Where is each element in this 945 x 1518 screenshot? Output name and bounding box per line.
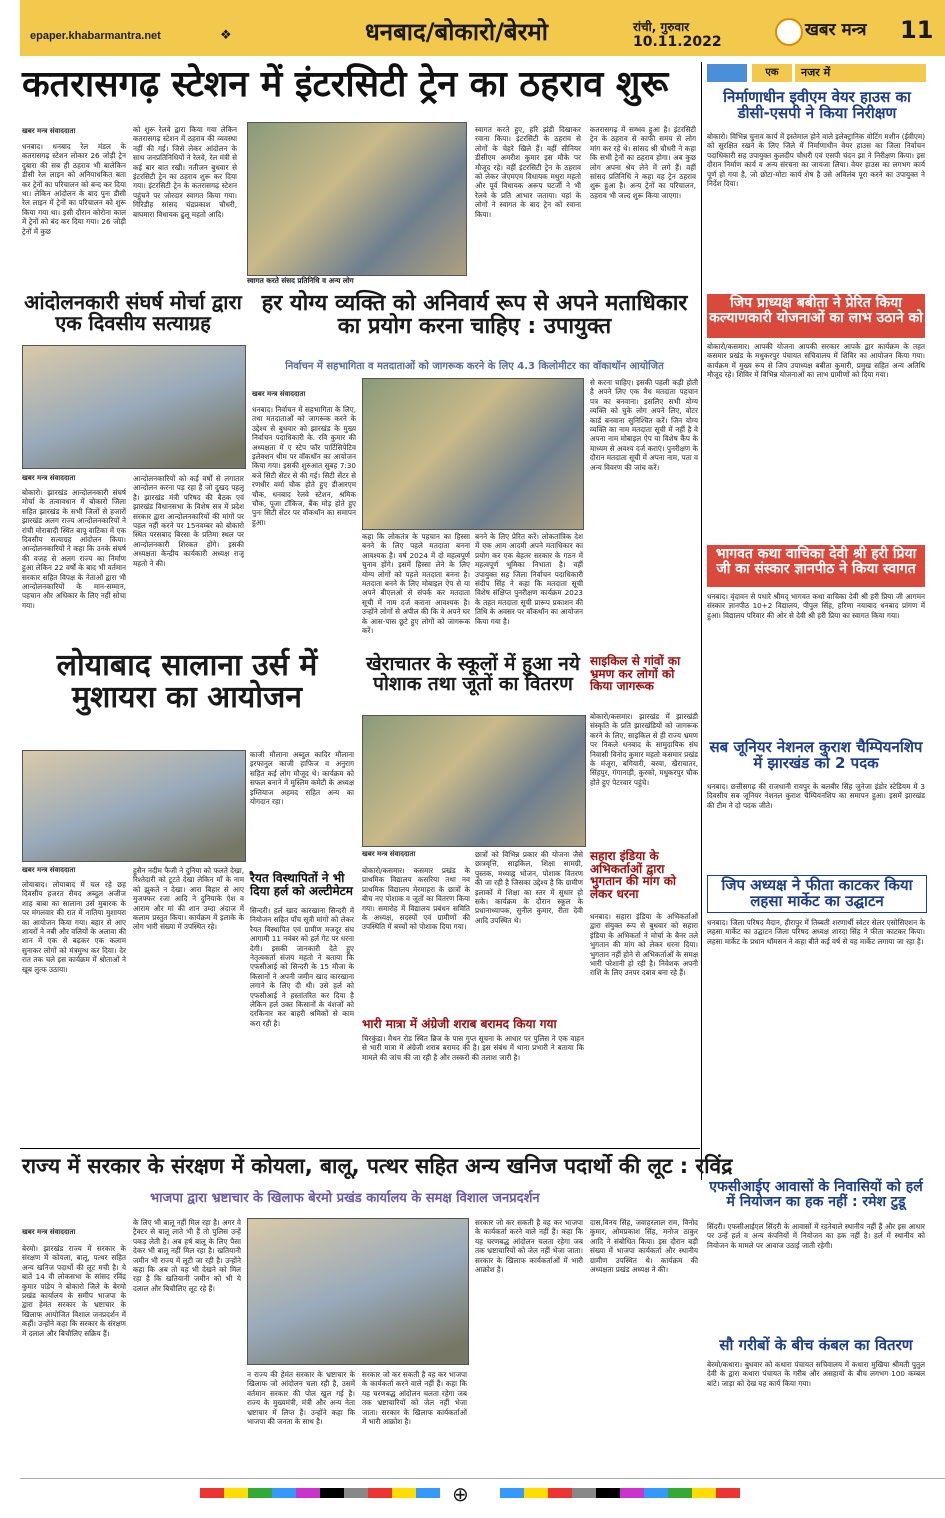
sahara-headline: सहारा इंडिया के अभिकर्ताओं द्वारा भुगतान की मांग को लेकर धरना [590, 849, 677, 901]
satyagrah-text-2: आन्दोलनकारियों को कई वर्षों से लगातार आन्दोलन करना पड़ रहा है जो दुखद पहलू है। झारखंड मंत्री परिषद की बैठक एवं झारखंड विधानसभा के विशेष सत्र में प्रदेश सरकार द्वारा आन्दोलनकारियों की मांगों पर पहल नहीं करने पर 15नवम्बर को बोकारो स्थित परसबाद बिरसा के प्रतिमा स्थल पर आन्दोलनकारी शिरकत होंगे। इसकी अध्यक्षता केन्द्रीय कार्यकारी अध्यक्ष राजू महतो ने की। [133, 474, 244, 568]
sidebar-story-7-headline: सौ गरीबों के बीच कंबल का वितरण [719, 1336, 913, 1354]
bottom-rule [20, 1148, 700, 1149]
sharab-text: चिरकुंडा। मैथन रोड स्थित ब्रिज के पास गुप्त सूचना के आधार पर पुलिस ने एक वाहन से भारी मात्रा में अंग्रेजी शराब बरामद की है। इस संबंध में थाना प्रभारी ने बताया कि मामले की जांच की जा रही है और तस्करों की तलाश जारी है। [362, 1034, 584, 1062]
bottom-col4b: सरकार जो कर सकती है वह कर भाजपा के कार्यकर्ता करने वाले नहीं हैं। कहा कि यह चरणबद्ध आंदोलन चलता रहेगा जब तक भ्रष्टाचारियों को जेल नहीं भेजा जाता। सरकार के खिलाफ कार्यकर्ताओं में भारी आक्रोश है। [475, 1218, 583, 1275]
kherachatar-headline: खेराचातर के स्कूलों में हुआ नये पोशाक तथा जूतों का वितरण [366, 653, 580, 695]
sidebar-story-2-headline: जिप प्राध्यक्ष बबीता ने प्रेरित किया कल्याणकारी योजनाओं का लाभ उठाने को [707, 294, 925, 338]
bottom-headline: राज्य में सरकार के संरक्षण में कोयला, बालू, पत्थर सहित अन्य खनिज पदार्थो की लूट : रविंद्र [22, 1154, 733, 1178]
voter-col1: धनबाद। निर्वाचन में सहभागिता के लिए, तथा मतदाताओं को जागरूक करने के उद्देश्य से बुधवार को झारखंड के मुख्य निर्वाचन पदाधिकारी के. रवि कुमार की अध्यक्षता में ए स्टेप फॉर पार्टिसिपेटिव इलेक्शन थीम पर वॉकथॉन का आयोजन किया गया। इसकी शुरुआत सुबह 7:30 बजे सिटी सेंटर से की गई। सिटी सेंटर से रणधीर वर्मा चौक होते हुए डीआरएम चौक, धनबाद रेलवे स्टेशन, श्रमिक चौक, पूजा टॉकिज, बैंक मोड़ होते हुए पुनः सिटी सेंटर पर वॉकथॉन का समापन हुआ। [252, 405, 356, 527]
cursor-icon: ❖ [220, 28, 232, 43]
registration-mark-right [500, 1488, 740, 1498]
urs-text-3: काजी मौलाना अब्दुल कादिर मौलाना इरफानुल काजी हाफिज व अनुराग सहित कई लोग मौजूद थे। कार्यक्रम को सफल बनाने में मुस्लिम कमेटी के अध्यक्ष इम्तियाज अहमद सहित अन्य का योगदान रहा। [250, 750, 354, 807]
bottom-col1: बेरमो। झारखंड राज्य में सरकार के संरक्षण में कोयला, बालू, पत्थर सहित अन्य खनिज पदार्थो की लूट मची है। ये बातें 14 वी लोकसभा के सांसद रविंद्र कुमार पांडेय ने बोकारो जिले के बेरमो प्रखंड कार्यालय के समीप भाजपा के द्वारा हेमंत सरकार के भ्रष्टाचार के खिलाफ आयोजित विशाल जनप्रदर्शन में कहीं। उन्होंने कहा कि सरकार के संरक्षण में दलाल और बिचौलिए सक्रिय हैं। [22, 1244, 126, 1338]
voter-col2: कहा कि लोकतंत्र के पहचान का हिस्सा बनने के लिए पहले मतदाता बनना आवश्यक है। वर्ष 2024 में दो महत्वपूर्ण चुनाव होंगे। इसमें हिस्सा लेने के लिए योग्य लोगों को पहले मतदाता बनना है। मतदाता बनने के लिए मोबाइल ऐप से या अपने बीएलओ से संपर्क कर मतदाता सूची में नाम दर्ज कराना आवश्यक है। उन्होंने लोगों से अपील की कि वे अपने घर के आस-पास छूटे हुए लोगों को जागरूक करें। [362, 532, 470, 636]
sidebar-story-3-text: धनबाद। वृंदावन से पधारे श्रीमद् भागवत कथा वाचिका देवी श्री हरी प्रिया जी आगमन संस्कार ज्ञानपीठ 10+2 विद्यालय, पीपुल सिंह, हरिणा नयाबाद धनबाद प्रांगण में हुआ। विद्यालय परिवार की ओर से देवी श्री हरी प्रिया का स्वागत किया गया। [707, 592, 925, 620]
sidebar-tag-icon [707, 64, 747, 82]
sidebar-story-2-text: बोकारो/कसमार। आपकी योजना आपकी सरकार आपके द्वार कार्यक्रम के तहत कसमार प्रखंड के मधुकरपुर पंचायत सचिवालय में शिविर का आयोजन किया गया। कार्यक्रम में मुख्य रूप से जिप उपाध्यक्ष बबीता कुमारी, प्रमुख सहित अन्य अतिथि मौजूद रहे। शिविर में विभिन्न योजनाओं का लाभ ग्रामीणों को दिया गया। [707, 342, 925, 380]
voter-col4: से करना चाहिए। इसकी पहली कड़ी होती है अपने लिए एक वैध मतदाता पहचान पत्र का बनवाना। इसलिए सभी योग्य व्यक्ति को चुके लोग अपने लिए, वोटर कार्ड बनवाना सुनिश्चित करें। जिन योग्य व्यक्ति का नाम मतदाता सूची में नहीं है वे अपना नाम मोबाइल ऐप या विशेष कैंप के माध्यम से अवश्य दर्ज कराएं। पुनरीक्षण के दौरान मतदाता सूची में अपना नाम, पता व अन्य विवरण की जांच करें। [590, 378, 698, 472]
site-url[interactable]: epaper.khabarmantra.net [30, 30, 161, 42]
voter-byline: खबर मन्त्र संवाददाता [252, 390, 306, 398]
lead-headline: कतरासगढ़ स्टेशन में इंटरसिटी ट्रेन का ठहराव शुरू [22, 64, 669, 105]
lead-photo-1 [247, 122, 467, 276]
edition-title: धनबाद/बोकारो/बेरमो [365, 18, 548, 46]
bottom-subhead: भाजपा द्वारा भ्रष्टाचार के खिलाफ बेरमो प्रखंड कार्यालय के समक्ष विशाल जनप्रदर्शन [150, 1191, 540, 1206]
urs-text-2: हुसैन नदीम फैजी ने दुनिया को फलते देखा, रिश्तेदारी को टूटते देखा लेकिन माँ के नाम को झुकते न देखा। आरा बिहार से आए मुजफ्फर रजा आदि ने दुनियाके ऐश व आराम और मां की शान उम्दा अंदाज में कलाम प्रस्तुत किया। कार्यक्रम में इलाके के लोग भारी संख्या में उपस्थित रहे। [133, 866, 244, 932]
voter-photo [362, 378, 584, 530]
kherachatar-text-2: छात्रों को विभिन्न प्रकार की योजना जैसे छात्रवृत्ति, साइकिल, शिक्षा सामग्री, पुस्तक, मध्याह्न भोजन, पोशाक वितरण की जा रही है जिसका उद्देश्य है कि ग्रामीण इलाकों में शिक्षा का स्तर में सुधार हो सके। कार्यक्रम के दौरान स्कूल के प्रधानाध्यापक, सुनील कुमार, रीता देवी आदि उपस्थित थे। [475, 850, 583, 925]
sidebar-story-6-headline: एफसीआईए आवासों के निवासियों को हर्ल में नियोजन का हक नहीं : रमेश टुडू [709, 1179, 923, 1210]
ryot-text: सिन्दरी। हर्ल खाद कारखाना सिन्दरी में नियोजन सहित पाँच सूत्री मांगों को लेकर रैयत विस्थापित एवं ग्रामीण मजदूर संघ आगामी 11 नवंबर को हर्ल गेट पर धरना देगी। इसकी जानकारी देते हुए नेतृत्वकर्ता संजय महतो ने बताया कि एफसीआई को सिन्दरी के 15 मौजा के किसानों ने अपनी जमीन खाद कारखाना लगाने के लिए दी थी। उसे हर्ल को एफसीआई ने हस्तांतरित कर दिया है लेकिन हर्ल उक्त किसानों के वंशजों को दरकिनार कर बाहरी श्रमिकों से काम करा रही है। [250, 906, 354, 1028]
voter-headline: हर योग्य व्यक्ति को अनिवार्य रूप से अपने मताधिकार का प्रयोग करना चाहिए : उपायुक्त [261, 291, 688, 340]
kherachatar-byline: खबर मन्त्र संवाददाता [362, 850, 416, 858]
sidebar-story-6-text: सिंदरी। एफसीआईएल सिंदरी के आवासों में रहनेवाले स्थानीय नहीं हैं और इस आधार पर उन्हें हर्ल व अन्य कंपनियों में नियोजन का हक नहीं है। हर्ल में स्थानीय को नियोजन के मामले पर आवाज उठाई जाती रहेगी। [707, 1222, 925, 1250]
cycle-headline: साइकिल से गांवों का भ्रमण कर लोगों को किया जागरूक [590, 654, 681, 694]
urs-photo [22, 750, 246, 862]
sidebar-story-1-text: बोकारो। विभिन्न चुनाव कार्य में इस्तेमाल होने वाले इलेक्ट्रानिक वोटिंग मशीन (ईवीएम) को सुरक्षित रखने के लिए जिले में निर्माणाधीन वेयर हाउस का जिला निर्वाचन पदाधिकारी सह उपायुक्त कुलदीप चौधरी एवं एसपी चंदन झा ने निरीक्षण किया। इस दौरान निर्माण कार्य व अन्य संरचना का जायजा लिया। वेयर हाउस का लगभग कार्य पूर्ण हो गया है, जो छोटा-मोटा कार्य शेष है उसे अविलंब पूरा करने का उपायुक्त ने निर्देश दिया। [707, 132, 925, 189]
cycle-text: बोकारो/कसमार। झारखंड में झारखंडी संस्कृति के प्रति झारखंडियों को जागरूक करने के लिए, साइकिल से ही राज्य भ्रमण पर निकले धनबाद के सामुदायिक संघ निवासी विनोद कुमार महतो कसमार प्रखंड के मंजूरा, बगियारी, बरवा, खैराचातर, सिंहपुर, गंगानाड़ी, कुरको, मधुकरपुर चौक होते हुए पेटरवार पहुंचे। [590, 712, 698, 787]
sidebar-story-5-text: धनबाद। जिला परिषद मैदान, हीरापुर में तिब्बती शरणार्थी स्वेटर सेलर एसोसिएशन के लहसा मार्केट का उद्घाटन जिला परिषद अध्यक्ष शारदा सिंह ने फीता काटकर किया। लहसा मार्केट के प्रधान थॉमसन ने कहा बीते कई वर्ष से यह मार्केट लगाया जा रहा है। [707, 918, 925, 946]
lead-col2: को शुरू रेलवे द्वारा किया गया लेकिन कतरासगढ़ स्टेशन में ठहराव की व्यवस्था नहीं की गई। जिसे लेकर आंदोलन के साथ जनप्रतिनिधियों ने रेलवे, रेल मंत्री से कई बार बात रखी। नतीजन बुधवार से इंटरसिटी ट्रेन का ठहराव शुरू कर दिया गया। इंटरसिटी ट्रेन के कतरासगढ़ स्टेशन पहुंचने पर जोरदार स्वागत किया गया। गिरिडीह सांसद चंद्रप्रकाश चौधरी, बाघमारा विधायक ढुलू महतो आदि। [133, 125, 237, 219]
voter-subhead: निर्वाचन में सहभागिता व मतदाताओं को जागरूक करने के लिए 4.3 किलोमीटर का वॉकाथॉन आयोजित [285, 361, 664, 372]
ryot-headline: रैयत विस्थापितों ने भी दिया हर्ल को अल्टीमेटम [250, 871, 353, 898]
lead-col4: कतरासगढ़ में सम्भव हुआ है। इंटरसिटी ट्रेन के ठहराव से काफी समय से लोग मांग कर रहे थे। सांसद श्री चौधरी ने कहा कि सभी ट्रेनों का ठहराव होगा। अब कुछ लोग अपना श्रेय लेने में लगे हैं। वहीं सांसद प्रतिनिधि ने कहा यह ट्रेन ठहराव शुरू हुआ है। अन्य ट्रेनों का परिचालन, ठहराव भी जल्द शुरू किया जाएगा। [590, 125, 696, 200]
crosshair-icon: ⊕ [452, 1482, 469, 1506]
brand-logo-icon [775, 18, 803, 46]
bottom-photo [247, 1218, 469, 1365]
sidebar-tag-title: नजर में [795, 64, 926, 82]
issue-date: 10.11.2022 [633, 34, 722, 50]
page-number: 11 [900, 16, 934, 44]
sidebar-story-4-headline: सब जूनियर नेशनल कुराश चैम्पियनशिप में झारखंड को 2 पदक [709, 738, 923, 772]
footer-bar [20, 1478, 945, 1518]
sidebar-tag: एक [752, 64, 792, 82]
lead-col3: स्वागत करते हुए, हरि झंडी दिखाकर रवाना किया। इंटरसिटी के ठहराव से लोगों के चेहरे खिले हैं। वहीं सीनियर डीसीएम अमरीश कुमार इस मौके पर मौजूद रहे। वहीं इंटरसिटी ट्रेन के ठहराव को लेकर जेएमएम विधायक मथुरा महतो और पूर्व विधायक अरूप चटर्जी ने भी रेलवे के प्रति आभार जताया। यहां के लोगों ने स्वागत के बाद ट्रेन को रवाना किया। [475, 125, 581, 219]
city-day: रांची, गुरुवार [633, 20, 690, 34]
lead-col1: धनबाद। धनबाद रेल मंडल के कतरासगढ़ स्टेशन लोकार 26 जोड़ी ट्रेन दुबारा की सब ही ठहराव भी बालेकिन डीसी रेल लाइन को अनियाधकित बता कर ट्रेनों का परिचालन को बन्द कर दिया था। लेकिन आंदोलन के बाद पुनः डीसी रेल लाइन में ट्रेनों का परिचालन को शुरू किया गया था। इसी दौरान कोरोना काल में ट्रेनों को बंद कर दिया गया। 26 जोड़ी ट्रेनों में कुछ [22, 142, 126, 236]
registration-mark-left [200, 1488, 440, 1498]
voter-col3: बनने के लिए प्रेरित करें। लोकतांत्रिक देश में एक आम आदमी अपने मताधिकार का प्रयोग कर एक बेहतर सरकार के गठन में महत्वपूर्ण भूमिका निभाता है। वहीं उपायुक्त सह जिला निर्वाचन पदाधिकारी संदीप सिंह ने कहा कि मतदाता सूची विशेष संक्षिप्त पुनरीक्षण कार्यक्रम 2023 के तहत मतदाता सूची प्रारूप प्रकाशन की तिथि के अवसर पर वॉकथॉन का आयोजन किया गया है। [475, 532, 583, 626]
urs-byline: खबर मन्त्र संवाददाता [22, 866, 76, 874]
urs-text: लोयाबाद। लोयाबाद में चल रहे छह दिवसीय हजरत सैयद अब्दुल अजीज शाह बाबा का सालाना उर्स मुबारक के पर मंगलवार की रात में नातिया मुशायरा का आयोजन किया गया। बहार से आए शायरों ने नबी और वलियों के अलावा की शान में एक से बढ़कर एक कलाम सुनाकर लोगों को मंत्रमुग्ध कर दिया। देर रात तक चले इस कार्यक्रम में श्रोताओं ने खूब लुत्फ उठाया। [22, 880, 126, 974]
sidebar-story-4-text: धनबाद। छत्तीसगढ़ की राजधानी रायपुर के बलबीर सिंह जुनेजा इंडोर स्टेडियम में 3 दिवसीय सब जूनियर नेशनल कुराश चैम्पियनशिप का समापन हुआ। इसमें झारखंड की टीम ने दो पदक जीते। [707, 782, 925, 810]
sidebar-story-7-text: बेरमो/कथारा। बुधवार को कथारा पंचायत सचिवालय में कथारा मुखिया श्रीमती पुतुल देवी के द्वारा कथारा पंचायत के गरीब और असहायों के बीच लगभग 100 कम्बल बांटे। जाड़ा को देख यह कार्य किया गया। [707, 1360, 925, 1388]
column-rule [701, 62, 702, 1180]
brand-name: खबर मन्त्र [805, 20, 867, 40]
urs-headline: लोयाबाद सालाना उर्स में मुशायरा का आयोजन [56, 648, 318, 715]
bottom-col5: दास,विनय सिंह, जवाहरलाल राम, विनोद कुमार, ओमप्रकाश सिंह, मनोज ठाकुर आदि ने संबोधित किया। इस दौरान बड़ी संख्या में भाजपा कार्यकर्ता और स्थानीय ग्रामीण उपस्थित थे। कार्यक्रम की अध्यक्षता प्रखंड अध्यक्ष ने की। [590, 1218, 698, 1275]
lead-photo-caption: स्वागत करते संसद प्रतिनिधि व अन्य लोग [247, 276, 354, 285]
bottom-col2: के लिए भी बालू नहीं मिल रहा है। अगर वे ट्रैक्टर से बालू लाते भी हैं तो पुलिस उन्हें पकड़ लेती है। अब हर्ष बालू के लिए पैसा देकर भी बालू नहीं मिल रहा है। खतियानी जमीन भी राज्य में लूटी जा रही है। उन्होंने कहा कि अब तो यह भी देखने को मिल रहा है कि खतियानी जमीन को भी ये दलाल और बिचौलिए लूट रहे हैं। [133, 1218, 241, 1293]
lead-byline: खबर मन्त्र संवाददाता [22, 127, 76, 135]
sidebar-story-1-headline: निर्माणाधीन इवीएम वेयर हाउस का डीसी-एसपी ने किया निरीक्षण [723, 88, 911, 122]
satyagrah-byline: खबर मन्त्र संवाददाता [22, 474, 76, 482]
sidebar-story-3-headline: भागवत कथा वाचिका देवी श्री हरी प्रिया जी का संस्कार ज्ञानपीठ ने किया स्वागत [707, 545, 925, 587]
sidebar-story-5-headline: जिप अध्यक्ष ने फीता काटकर किया लहसा मार्केट का उद्घाटन [707, 875, 927, 913]
kherachatar-photo [362, 715, 586, 847]
kherachatar-text: बोकारो/कसमार। कसमार प्रखंड के प्राथमिक विद्यालय कसरिया तथा नव प्राथमिक विद्यालय मेरमाहरा के छात्रों के बीच नए पोशाक व जूतों का वितरण किया गया। समारोह में विद्यालय प्रबंधन समिति के अध्यक्ष, सदस्यों एवं ग्रामीणों की उपस्थिति में बच्चों को पोशाक दिया गया। [362, 866, 470, 932]
sharab-headline: भारी मात्रा में अंग्रेजी शराब बरामद किया गया [362, 1017, 557, 1031]
sahara-text: धनबाद। सहारा इंडिया के अभिकर्ताओं द्वारा संयुक्त रूप से बुधवार को सहारा इंडिया के अभिकर्ता ने मोर्चा के बैनर तले भुगतान की मांग को लेकर धरना दिया। भुगतान नहीं होने से अभिकर्ताओं के समक्ष भारी परेशानी हो रही है। निवेशक अपनी राशि के लिए उनपर दबाव बना रहे हैं। [590, 912, 698, 978]
satyagrah-text: बोकारो। झारखंड आन्दोलनकारी संघर्ष मोर्चा के तत्वावधान में बोकारो जिला सहित झारखंड के सभी जिलों से हजारों झारखंड अलग राज्य आन्दोलनकारियों ने रांची मोराबादी स्थित बापू वाटिका में एक दिवसीय सत्याग्रह आंदोलन किया। आन्दोलनकारियों ने कहा कि उनके संघर्ष की वजह से अलग राज्य का निर्माण हुआ लेकिन 22 वर्षों के बाद भी वर्तमान सरकार सहित विपक्ष के नेताओं द्वारा भी आन्दोलनकारियों के मान-सम्मान, पहचान और अधिकार के लिए नहीं सोचा गया। [22, 488, 126, 610]
satyagrah-photo [22, 345, 246, 469]
satyagrah-headline: आंदोलनकारी संघर्ष मोर्चा द्वारा एक दिवसीय सत्याग्रह [24, 290, 242, 335]
bottom-col4: सरकार जो कर सकती है वह कर भाजपा के कार्यकर्ता करने वाले नहीं हैं। कहा कि यह चरणबद्ध आंदोलन चलता रहेगा जब तक भ्रष्टाचारियों को जेल नहीं भेजा जाता। सरकार के खिलाफ कार्यकर्ताओं में भारी आक्रोश है। [362, 1370, 467, 1427]
bottom-byline: खबर मन्त्र संवाददाता [22, 1228, 76, 1236]
bottom-col3: न राज्य की हेमंत सरकार के भ्रष्टाचार के खिलाफ जो आंदोलन चला रही है, उसमें वर्तमान सरकार की पोल खुल गई है। राज्य के मुख्यमंत्री, मंत्री और अन्य नेता भ्रष्टाचार में लिप्त हैं। उन्होंने कहा कि भाजपा की जनता के साथ है। [247, 1370, 355, 1427]
